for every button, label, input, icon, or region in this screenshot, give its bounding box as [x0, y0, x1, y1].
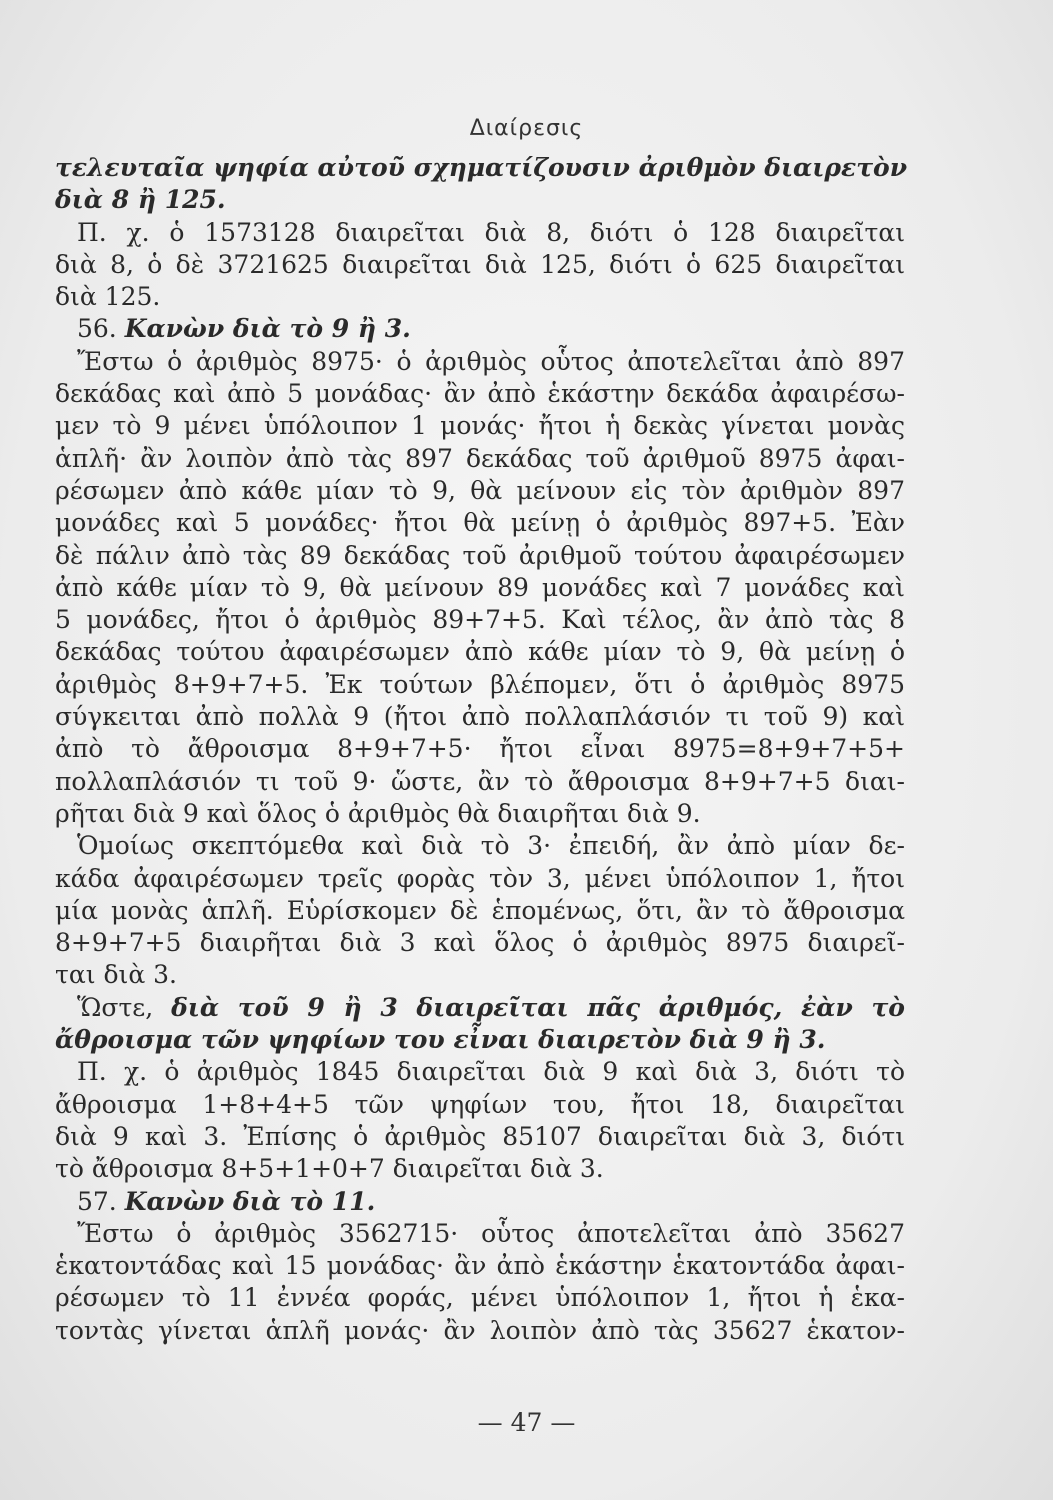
line-text: 5 μονάδες, ἤτοι ὁ ἀριθμὸς 89+7+5. Καὶ τέλος, ἂν ἀπὸ τὰς 8 — [55, 605, 905, 635]
line-text: ἑκατοντάδας καὶ 15 μονάδας· ἂν ἀπὸ ἑκάστην ἑκατοντάδα ἀφαι- — [55, 1251, 905, 1281]
line-text: ρέσωμεν τὸ 11 ἐννέα φοράς, μένει ὑπόλοιπον 1, ἤτοι ἡ ἑκα- — [55, 1283, 905, 1313]
line-text: διὰ 9 καὶ 3. Ἐπίσης ὁ ἀριθμὸς 85107 διαιρεῖται διὰ 3, διότι — [55, 1121, 905, 1151]
line-text: ρέσωμεν ἀπὸ κάθε μίαν τὸ 9, θὰ μείνουν εἰς τὸν ἀριθμὸν 897 — [55, 475, 905, 505]
text-line — [55, 572, 905, 604]
text-line — [55, 507, 905, 539]
emphasis-text: διὰ 8 ἢ 125. — [55, 185, 226, 215]
line-text: Π. χ. ὁ ἀριθμὸς 1845 διαιρεῖται διὰ 9 καὶ διὰ 3, διότι τὸ — [77, 1057, 905, 1087]
line-text: τοντὰς γίνεται ἁπλῆ μονάς· ἂν λοιπὸν ἀπὸ τὰς 35627 ἑκατον- — [55, 1315, 905, 1345]
text-line — [55, 1315, 905, 1347]
line-text: ἀπὸ κάθε μίαν τὸ 9, θὰ μείνουν 89 μονάδες καὶ 7 μονάδες καὶ — [55, 572, 905, 602]
line-text: μονάδες καὶ 5 μονάδες· ἤτοι θὰ μείνῃ ὁ ἀριθμὸς 897+5. Ἐὰν — [55, 508, 905, 538]
text-line — [55, 895, 905, 927]
line-text: διὰ 8, ὁ δὲ 3721625 διαιρεῖται διὰ 125, διότι ὁ 625 διαιρεῖται — [55, 249, 905, 279]
text-line — [55, 475, 905, 507]
text-line — [55, 636, 905, 668]
text-line — [55, 410, 905, 442]
running-header: Διαίρεσις — [469, 116, 584, 141]
line-text: Π. χ. ὁ 1573128 διαιρεῖται διὰ 8, διότι ὁ 128 διαιρεῖται — [77, 217, 905, 247]
text-line — [55, 346, 905, 378]
page-number: — 47 — — [477, 1408, 576, 1437]
text-line — [55, 1024, 905, 1056]
emphasis-text: ἄθροισμα τῶν ψηφίων του εἶναι διαιρετὸν διὰ 9 ἢ 3. — [55, 1025, 826, 1055]
text-line — [55, 701, 905, 733]
line-text: ται διὰ 3. — [55, 960, 177, 990]
line-text: δεκάδας τούτου ἀφαιρέσωμεν ἀπὸ κάθε μίαν τὸ 9, θὰ μείνῃ ὁ — [55, 637, 905, 667]
text-line — [55, 798, 905, 830]
text-line — [55, 313, 905, 345]
line-text: μία μονὰς ἁπλῆ. Εὑρίσκομεν δὲ ἑπομένως, ὅτι, ἂν τὸ ἄθροισμα — [55, 895, 905, 925]
line-text: Ὁμοίως σκεπτόμεθα καὶ διὰ τὸ 3· ἐπειδή, ἂν ἀπὸ μίαν δε- — [77, 831, 905, 861]
line-text: δὲ πάλιν ἀπὸ τὰς 89 δεκάδας τοῦ ἀριθμοῦ τούτου ἀφαιρέσωμεν — [55, 540, 905, 570]
line-prefix: 56. — [77, 314, 125, 344]
text-line — [55, 217, 905, 249]
text-line — [55, 959, 905, 991]
text-line — [55, 443, 905, 475]
text-line — [55, 1186, 905, 1218]
text-line — [55, 992, 905, 1024]
line-text: ἁπλῆ· ἂν λοιπὸν ἀπὸ τὰς 897 δεκάδας τοῦ ἀριθμοῦ 8975 ἀφαι- — [55, 443, 905, 473]
line-text: δεκάδας καὶ ἀπὸ 5 μονάδας· ἂν ἀπὸ ἑκάστην δεκάδα ἀφαιρέσω- — [55, 379, 905, 409]
line-text: πολλαπλάσιόν τι τοῦ 9· ὥστε, ἂν τὸ ἄθροισμα 8+9+7+5 διαι- — [55, 766, 905, 796]
emphasis-text: διὰ τοῦ 9 ἢ 3 διαιρεῖται πᾶς ἀριθμός, ἐὰν τὸ — [171, 992, 905, 1022]
text-line — [55, 1153, 905, 1185]
line-text: 8+9+7+5 διαιρῆται διὰ 3 καὶ ὅλος ὁ ἀριθμὸς 8975 διαιρεῖ- — [55, 928, 905, 958]
line-text: Ἔστω ὁ ἀριθμὸς 3562715· οὗτος ἀποτελεῖται ἀπὸ 35627 — [77, 1218, 905, 1248]
line-text: διὰ 125. — [55, 282, 161, 312]
text-line — [55, 733, 905, 765]
text-line — [55, 1089, 905, 1121]
text-line — [55, 540, 905, 572]
line-prefix: 57. — [77, 1186, 125, 1216]
text-line — [55, 378, 905, 410]
line-text: μεν τὸ 9 μένει ὑπόλοιπον 1 μονάς· ἤτοι ἡ δεκὰς γίνεται μονὰς — [55, 411, 905, 441]
line-text: ρῆται διὰ 9 καὶ ὅλος ὁ ἀριθμὸς θὰ διαιρῆται διὰ 9. — [55, 798, 701, 828]
text-line — [55, 863, 905, 895]
text-line — [55, 1282, 905, 1314]
line-text: κάδα ἀφαιρέσωμεν τρεῖς φορὰς τὸν 3, μένει ὑπόλοιπον 1, ἤτοι — [55, 863, 905, 893]
emphasis-text: τελευταῖα ψηφία αὐτοῦ σχηματίζουσιν ἀριθμὸν διαιρετὸν — [55, 153, 908, 182]
text-line — [55, 1218, 905, 1250]
text-line — [55, 184, 905, 216]
text-line — [55, 152, 908, 184]
text-line — [55, 604, 905, 636]
line-text: τὸ ἄθροισμα 8+5+1+0+7 διαιρεῖται διὰ 3. — [55, 1154, 604, 1184]
line-text: σύγκειται ἀπὸ πολλὰ 9 (ἤτοι ἀπὸ πολλαπλάσιόν τι τοῦ 9) καὶ — [55, 702, 905, 732]
line-text: Ἔστω ὁ ἀριθμὸς 8975· ὁ ἀριθμὸς οὗτος ἀποτελεῖται ἀπὸ 897 — [77, 346, 905, 376]
line-text: ἀριθμὸς 8+9+7+5. Ἐκ τούτων βλέπομεν, ὅτι ὁ ἀριθμὸς 8975 — [55, 669, 905, 699]
text-line — [55, 1056, 905, 1088]
text-line — [55, 669, 905, 701]
line-text: ἀπὸ τὸ ἄθροισμα 8+9+7+5· ἤτοι εἶναι 8975=8+9+7+5+ — [55, 734, 905, 764]
body-text — [55, 152, 908, 1347]
emphasis-text: Κανὼν διὰ τὸ 9 ἢ 3. — [124, 314, 411, 344]
text-line — [55, 1250, 905, 1282]
text-line — [55, 281, 905, 313]
text-line — [55, 249, 905, 281]
text-line — [55, 927, 905, 959]
line-prefix: Ὥστε, — [77, 992, 172, 1022]
text-line — [55, 766, 905, 798]
text-line — [55, 830, 905, 862]
emphasis-text: Κανὼν διὰ τὸ 11. — [124, 1186, 376, 1216]
text-line — [55, 1121, 905, 1153]
line-text: ἄθροισμα 1+8+4+5 τῶν ψηφίων του, ἤτοι 18, διαιρεῖται — [55, 1089, 905, 1119]
